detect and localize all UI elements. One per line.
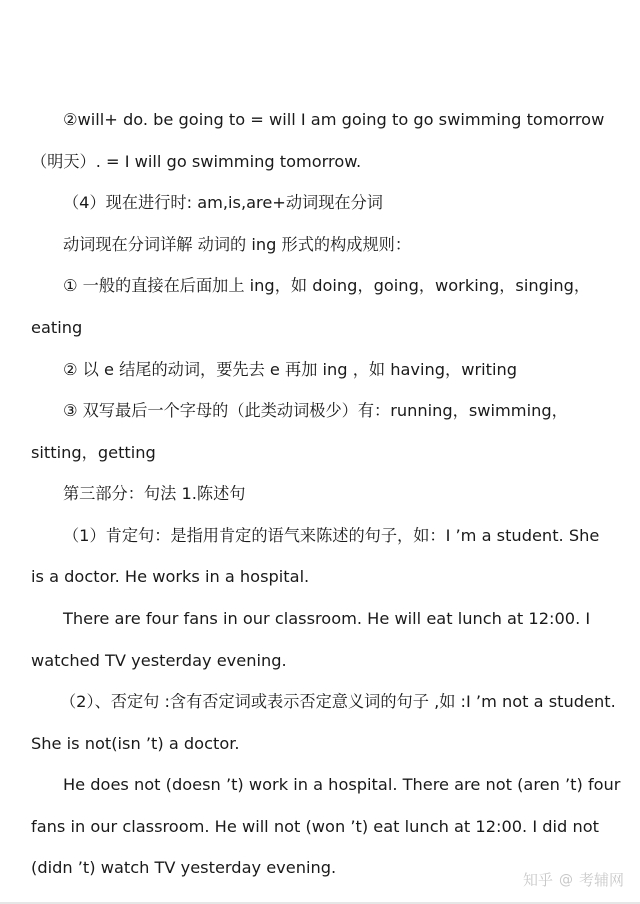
section-heading-present-continuous: （4）现在进行时: am,is,are+动词现在分词: [63, 193, 383, 212]
watermark-author: 考辅网: [578, 871, 624, 889]
text-line-1: ②will+ do. be going to = will I am going to go swimming tomorrow: [63, 110, 605, 129]
text-line-examples-continued: watched TV yesterday evening.: [31, 651, 287, 670]
rule-item-1-continued: eating: [31, 318, 83, 337]
text-line-2: （明天）. = I will go swimming tomorrow.: [31, 152, 362, 171]
text-line-negative-examples-2: fans in our classroom. He will not (won ’t) eat lunch at 12:00. I did not: [31, 817, 599, 836]
text-line-4: 动词现在分词详解 动词的 ing 形式的构成规则：: [63, 235, 412, 254]
rule-item-3-continued: sitting，getting: [31, 443, 156, 462]
text-line-examples: There are four fans in our classroom. He will eat lunch at 12:00. I: [63, 609, 591, 628]
section-heading-syntax: 第三部分：句法 1.陈述句: [63, 484, 246, 503]
text-line-negative-continued: She is not(isn ’t) a doctor.: [31, 734, 240, 753]
text-line-affirmative-continued: is a doctor. He works in a hospital.: [31, 567, 310, 586]
watermark-at-sign: @: [558, 872, 573, 888]
watermark: [523, 870, 624, 890]
text-line-affirmative: （1）肯定句：是指用肯定的语气来陈述的句子，如：I ’m a student. She: [63, 526, 600, 545]
text-line-negative-examples: He does not (doesn ’t) work in a hospital. There are not (aren ’t) four: [63, 775, 621, 794]
rule-item-1: ① 一般的直接在后面加上 ing，如 doing，going，working，singing，: [63, 276, 591, 295]
rule-item-3: ③ 双写最后一个字母的（此类动词极少）有：running，swimming，: [63, 401, 568, 420]
text-line-negative: （2）、否定句 :含有否定词或表示否定意义词的句子 ,如 :I ’m not a student.: [60, 692, 616, 711]
rule-item-2: ② 以 e 结尾的动词，要先去 e 再加 ing ，如 having，writing: [63, 360, 517, 379]
watermark-site: 知乎: [522, 871, 553, 889]
text-line-negative-examples-3: (didn ’t) watch TV yesterday evening.: [31, 858, 337, 877]
